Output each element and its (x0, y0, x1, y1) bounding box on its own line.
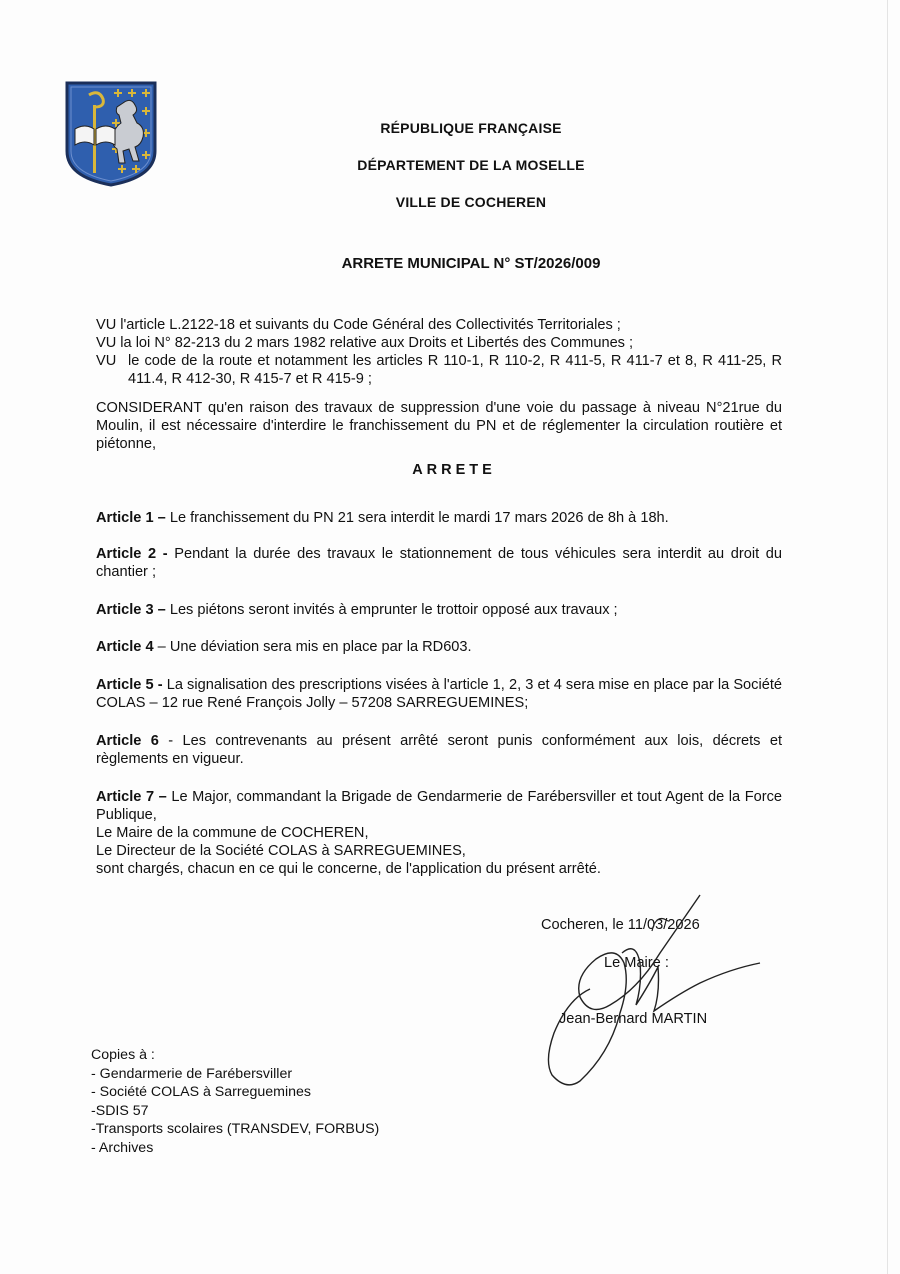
article-label: Article 5 - (96, 677, 163, 693)
article-text: – Une déviation sera mis en place par la RD603. (157, 639, 472, 655)
article-label: Article 2 - (96, 546, 168, 562)
article-text: Le Major, commandant la Brigade de Gendarmerie de Farébersviller et tout Agent de la Force Publique, (96, 789, 783, 823)
vu-prefix: VU (96, 335, 117, 351)
article-7-line: sont chargés, chacun en ce qui le concerne, de l'application du présent arrêté. (96, 861, 601, 877)
article-3 (96, 601, 782, 619)
vu-prefix: VU (96, 353, 117, 369)
article-text: La signalisation des prescriptions visées à l'article 1, 2, 3 et 4 sera mise en place par la Société COLAS – 12 rue René François Jolly – 57208 SARREGUEMINES; (96, 677, 782, 711)
article-7 (96, 788, 782, 878)
place-date: Cocheren, le 11/03/2026 (541, 917, 700, 933)
article-text: Le franchissement du PN 21 sera interdit le mardi 17 mars 2026 de 8h à 18h. (169, 510, 669, 526)
article-label: Article 7 – (96, 789, 167, 805)
article-4 (96, 638, 782, 656)
copies-list (91, 1046, 379, 1157)
article-1 (96, 509, 782, 527)
vu-prefix: VU (96, 317, 117, 333)
vu-text: la loi N° 82-213 du 2 mars 1982 relative aux Droits et Libertés des Communes ; (120, 335, 634, 351)
article-text: - Les contrevenants au présent arrêté seront punis conformément aux lois, décrets et règlements en vigueur. (96, 733, 782, 767)
article-6 (96, 732, 782, 768)
copies-item: -Transports scolaires (TRANSDEV, FORBUS) (91, 1121, 380, 1137)
copies-heading: Copies à : (91, 1047, 155, 1063)
arrete-heading: ARRETE (412, 462, 496, 478)
vu-line (96, 352, 782, 388)
vu-line (96, 316, 782, 334)
article-7-line: Le Directeur de la Société COLAS à SARREGUEMINES, (96, 843, 466, 859)
signatory-role: Le Maire : (604, 955, 669, 971)
article-label: Article 4 (96, 639, 154, 655)
header-republique: RÉPUBLIQUE FRANÇAISE (380, 120, 562, 136)
copies-item: - Archives (91, 1139, 154, 1156)
copies-item: - Société COLAS à Sarreguemines (91, 1084, 312, 1100)
article-2 (96, 545, 782, 581)
header-departement: DÉPARTEMENT DE LA MOSELLE (357, 157, 585, 173)
signatory-name: Jean-Bernard MARTIN (559, 1011, 708, 1027)
vu-block (96, 316, 782, 388)
page-edge-line (887, 0, 888, 1274)
arrete-title: ARRETE MUNICIPAL N° ST/2026/009 (341, 255, 601, 272)
article-label: Article 3 – (96, 602, 166, 618)
handwritten-signature (540, 893, 770, 1093)
article-7-line: Le Maire de la commune de COCHEREN, (96, 825, 369, 841)
vu-line (96, 334, 782, 352)
copies-item: -SDIS 57 (91, 1102, 149, 1119)
copies-item: - Gendarmerie de Farébersviller (91, 1065, 293, 1082)
considerant-paragraph: CONSIDERANT qu'en raison des travaux de suppression d'une voie du passage à niveau N°21rue du Moulin, il est nécessaire d'interdire le franchissement du PN et de réglementer la circulation routière et piétonne, (96, 400, 782, 452)
article-label: Article 6 (96, 733, 159, 749)
article-text: Pendant la durée des travaux le stationnement de tous véhicules sera interdit au droit du chantier ; (96, 546, 782, 580)
article-text: Les piétons seront invités à emprunter le trottoir opposé aux travaux ; (169, 602, 618, 618)
vu-text: l'article L.2122-18 et suivants du Code Général des Collectivités Territoriales ; (120, 317, 621, 333)
header-ville: VILLE DE COCHEREN (395, 194, 547, 210)
article-5 (96, 676, 782, 712)
vu-text: le code de la route et notamment les articles R 110-1, R 110-2, R 411-5, R 411-7 et 8, R 411-25, R 411.4, R 412-30, R 415-7 et R 415-9 ; (128, 353, 782, 387)
article-label: Article 1 – (96, 510, 166, 526)
